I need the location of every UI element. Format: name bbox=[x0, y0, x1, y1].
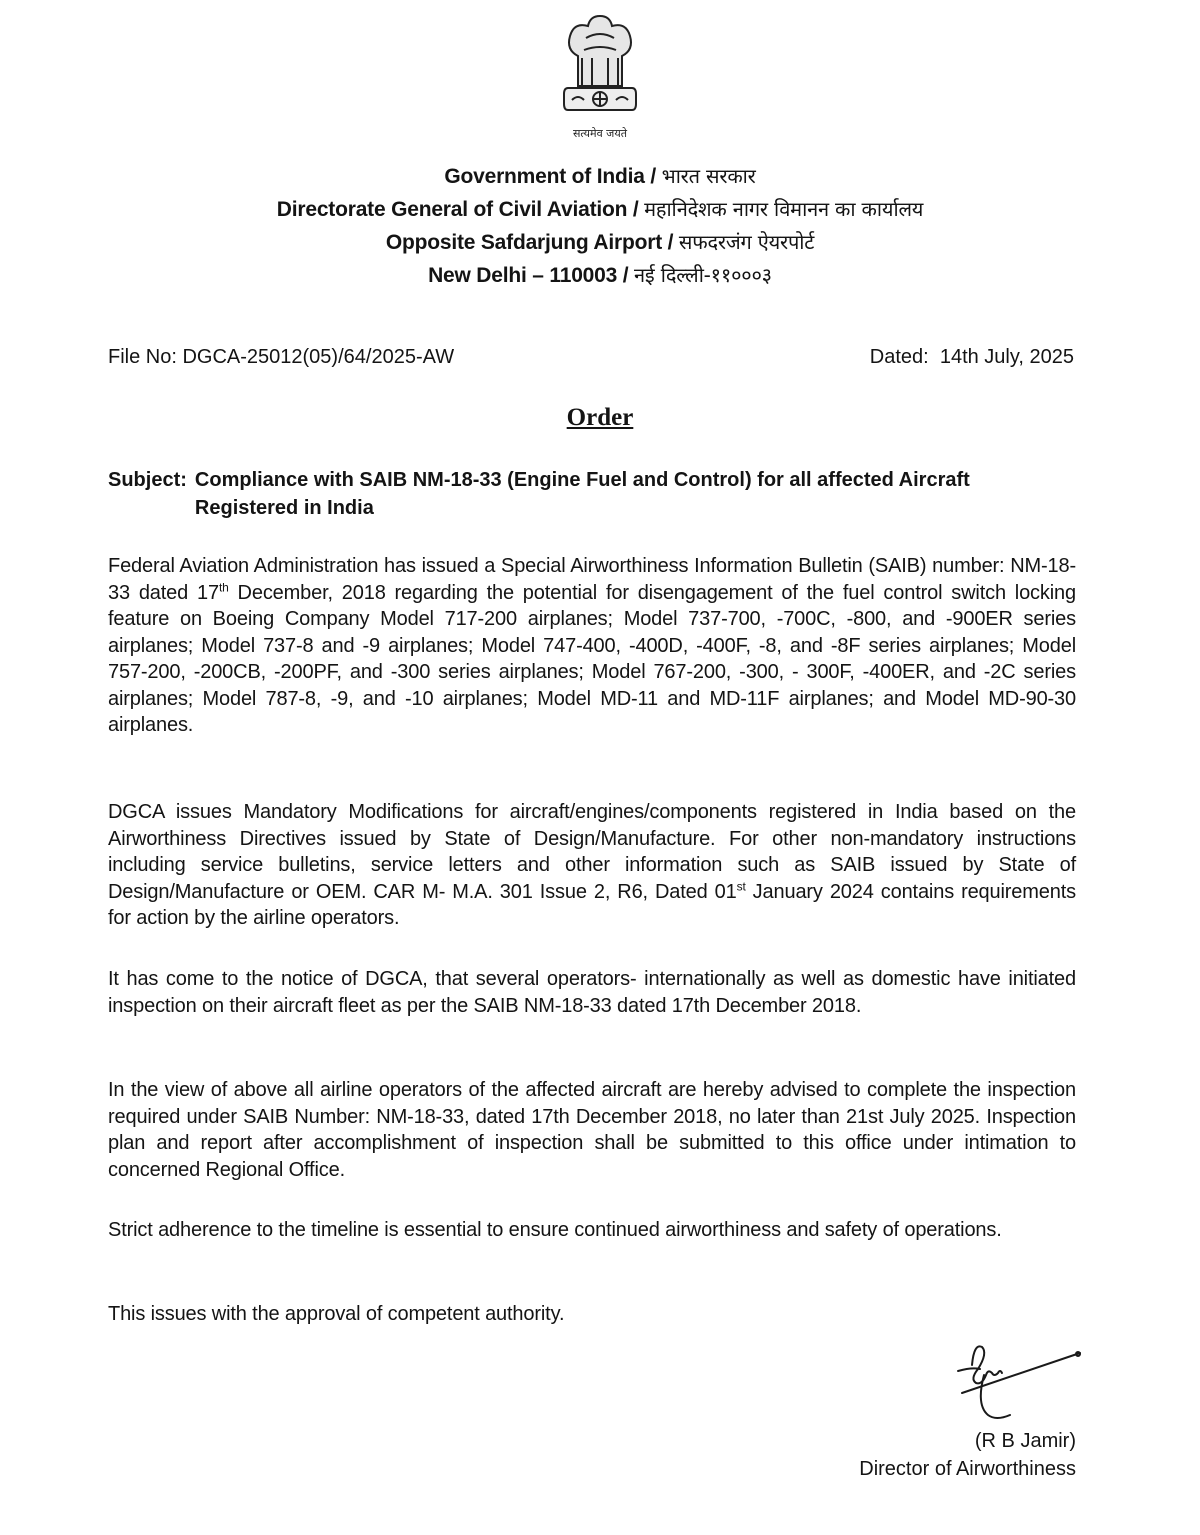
letterhead-hi: नई दिल्ली-११०००३ bbox=[634, 263, 772, 287]
paragraph-text: DGCA issues Mandatory Modifications for aircraft/engines/components registered in India based on the Airworthiness Directives issued by State of Design/Manufacture. For other non-mandatory instructions including service bulletins, service letters and other information such as SAIB issued by State of Design/Manufacture or OEM. CAR M- M.A. 301 Issue 2, R6, Dated 01 bbox=[108, 801, 1076, 903]
subject bbox=[108, 466, 1076, 522]
paragraph-strict-adherence: Strict adherence to the timeline is essential to ensure continued airworthiness and safety of operations. bbox=[108, 1219, 1002, 1241]
letterhead-hi: सफदरजंग ऐयरपोर्ट bbox=[678, 230, 815, 254]
subject-text: Compliance with SAIB NM-18-33 (Engine Fuel and Control) for all affected Aircraft Registered in India bbox=[194, 469, 970, 519]
letterhead-en: New Delhi – 110003 / bbox=[428, 264, 629, 287]
letterhead-line-address bbox=[0, 226, 1200, 259]
issue-date: Dated: 14th July, 2025 bbox=[869, 346, 1074, 368]
file-number: File No: DGCA-25012(05)/64/2025-AW bbox=[108, 346, 455, 368]
letterhead-hi: भारत सरकार bbox=[661, 164, 756, 188]
paragraph-dgca-mandatory bbox=[108, 799, 1076, 932]
letterhead-en: Opposite Safdarjung Airport / bbox=[385, 231, 674, 254]
letterhead-en: Government of India / bbox=[444, 165, 656, 188]
reference-line bbox=[108, 346, 1074, 369]
signatory-designation: Director of Airworthiness bbox=[859, 1458, 1076, 1480]
subject-label: Subject: bbox=[108, 469, 187, 491]
letterhead-line-city bbox=[0, 259, 1200, 292]
paragraph-advisory-deadline: In the view of above all airline operators of the affected aircraft are hereby advised to complete the inspection required under SAIB Number: NM-18-33, dated 17th December 2018, no later than 21st July 2025. Inspection plan and report after accomplishment of inspection shall be submitted to this office under intimation to concerned Regional Office. bbox=[108, 1079, 1076, 1181]
letterhead-hi: महानिदेशक नागर विमानन का कार्यालय bbox=[644, 197, 924, 221]
emblem-motto: सत्यमेव जयते bbox=[572, 127, 627, 140]
signatory-name: (R B Jamir) bbox=[974, 1430, 1076, 1452]
letterhead-line-government bbox=[0, 160, 1200, 193]
national-emblem-icon bbox=[560, 8, 640, 128]
paragraph-text: Federal Aviation Administration has issued a Special Airworthiness Information Bulletin (SAIB) number: NM-18-33 dated 17 bbox=[108, 555, 1076, 604]
ordinal-suffix: th bbox=[218, 579, 229, 594]
paragraph-operators-notice: It has come to the notice of DGCA, that several operators- internationally as well as domestic have initiated inspection on their aircraft fleet as per the SAIB NM-18-33 dated 17th December 2018. bbox=[108, 968, 1076, 1017]
paragraph-text: January 2024 contains requirements for action by the airline operators. bbox=[108, 880, 1076, 929]
letterhead-line-directorate bbox=[0, 193, 1200, 226]
paragraph-text: December, 2018 regarding the potential for disengagement of the fuel control switch locking feature on Boeing Company Model 717-200 airplanes; Model 737-700, -700C, -800, and -900ER series airplanes; Model 737-8 and -9 airplanes; Model 747-400, -400D, -400F, -8, and -8F series airplanes; Model 757-200, -200CB, -200PF, and -300 series airplanes; Model 767-200, -300, - 300F, -400ER, and -2C series airplanes; Model 787-8, -9, and -10 airplanes; Model MD-11 and MD-11F airplanes; and Model MD-90-30 airplanes. bbox=[108, 581, 1076, 736]
signature bbox=[950, 1335, 1100, 1435]
paragraph-approval: This issues with the approval of competent authority. bbox=[108, 1303, 565, 1325]
ordinal-suffix: st bbox=[736, 878, 746, 893]
paragraph-faa-saib bbox=[108, 553, 1076, 739]
letterhead bbox=[0, 160, 1200, 292]
document-title: Order bbox=[566, 404, 634, 431]
letterhead-en: Directorate General of Civil Aviation / bbox=[276, 198, 639, 221]
signature-icon bbox=[950, 1335, 1100, 1435]
national-emblem bbox=[520, 8, 680, 148]
